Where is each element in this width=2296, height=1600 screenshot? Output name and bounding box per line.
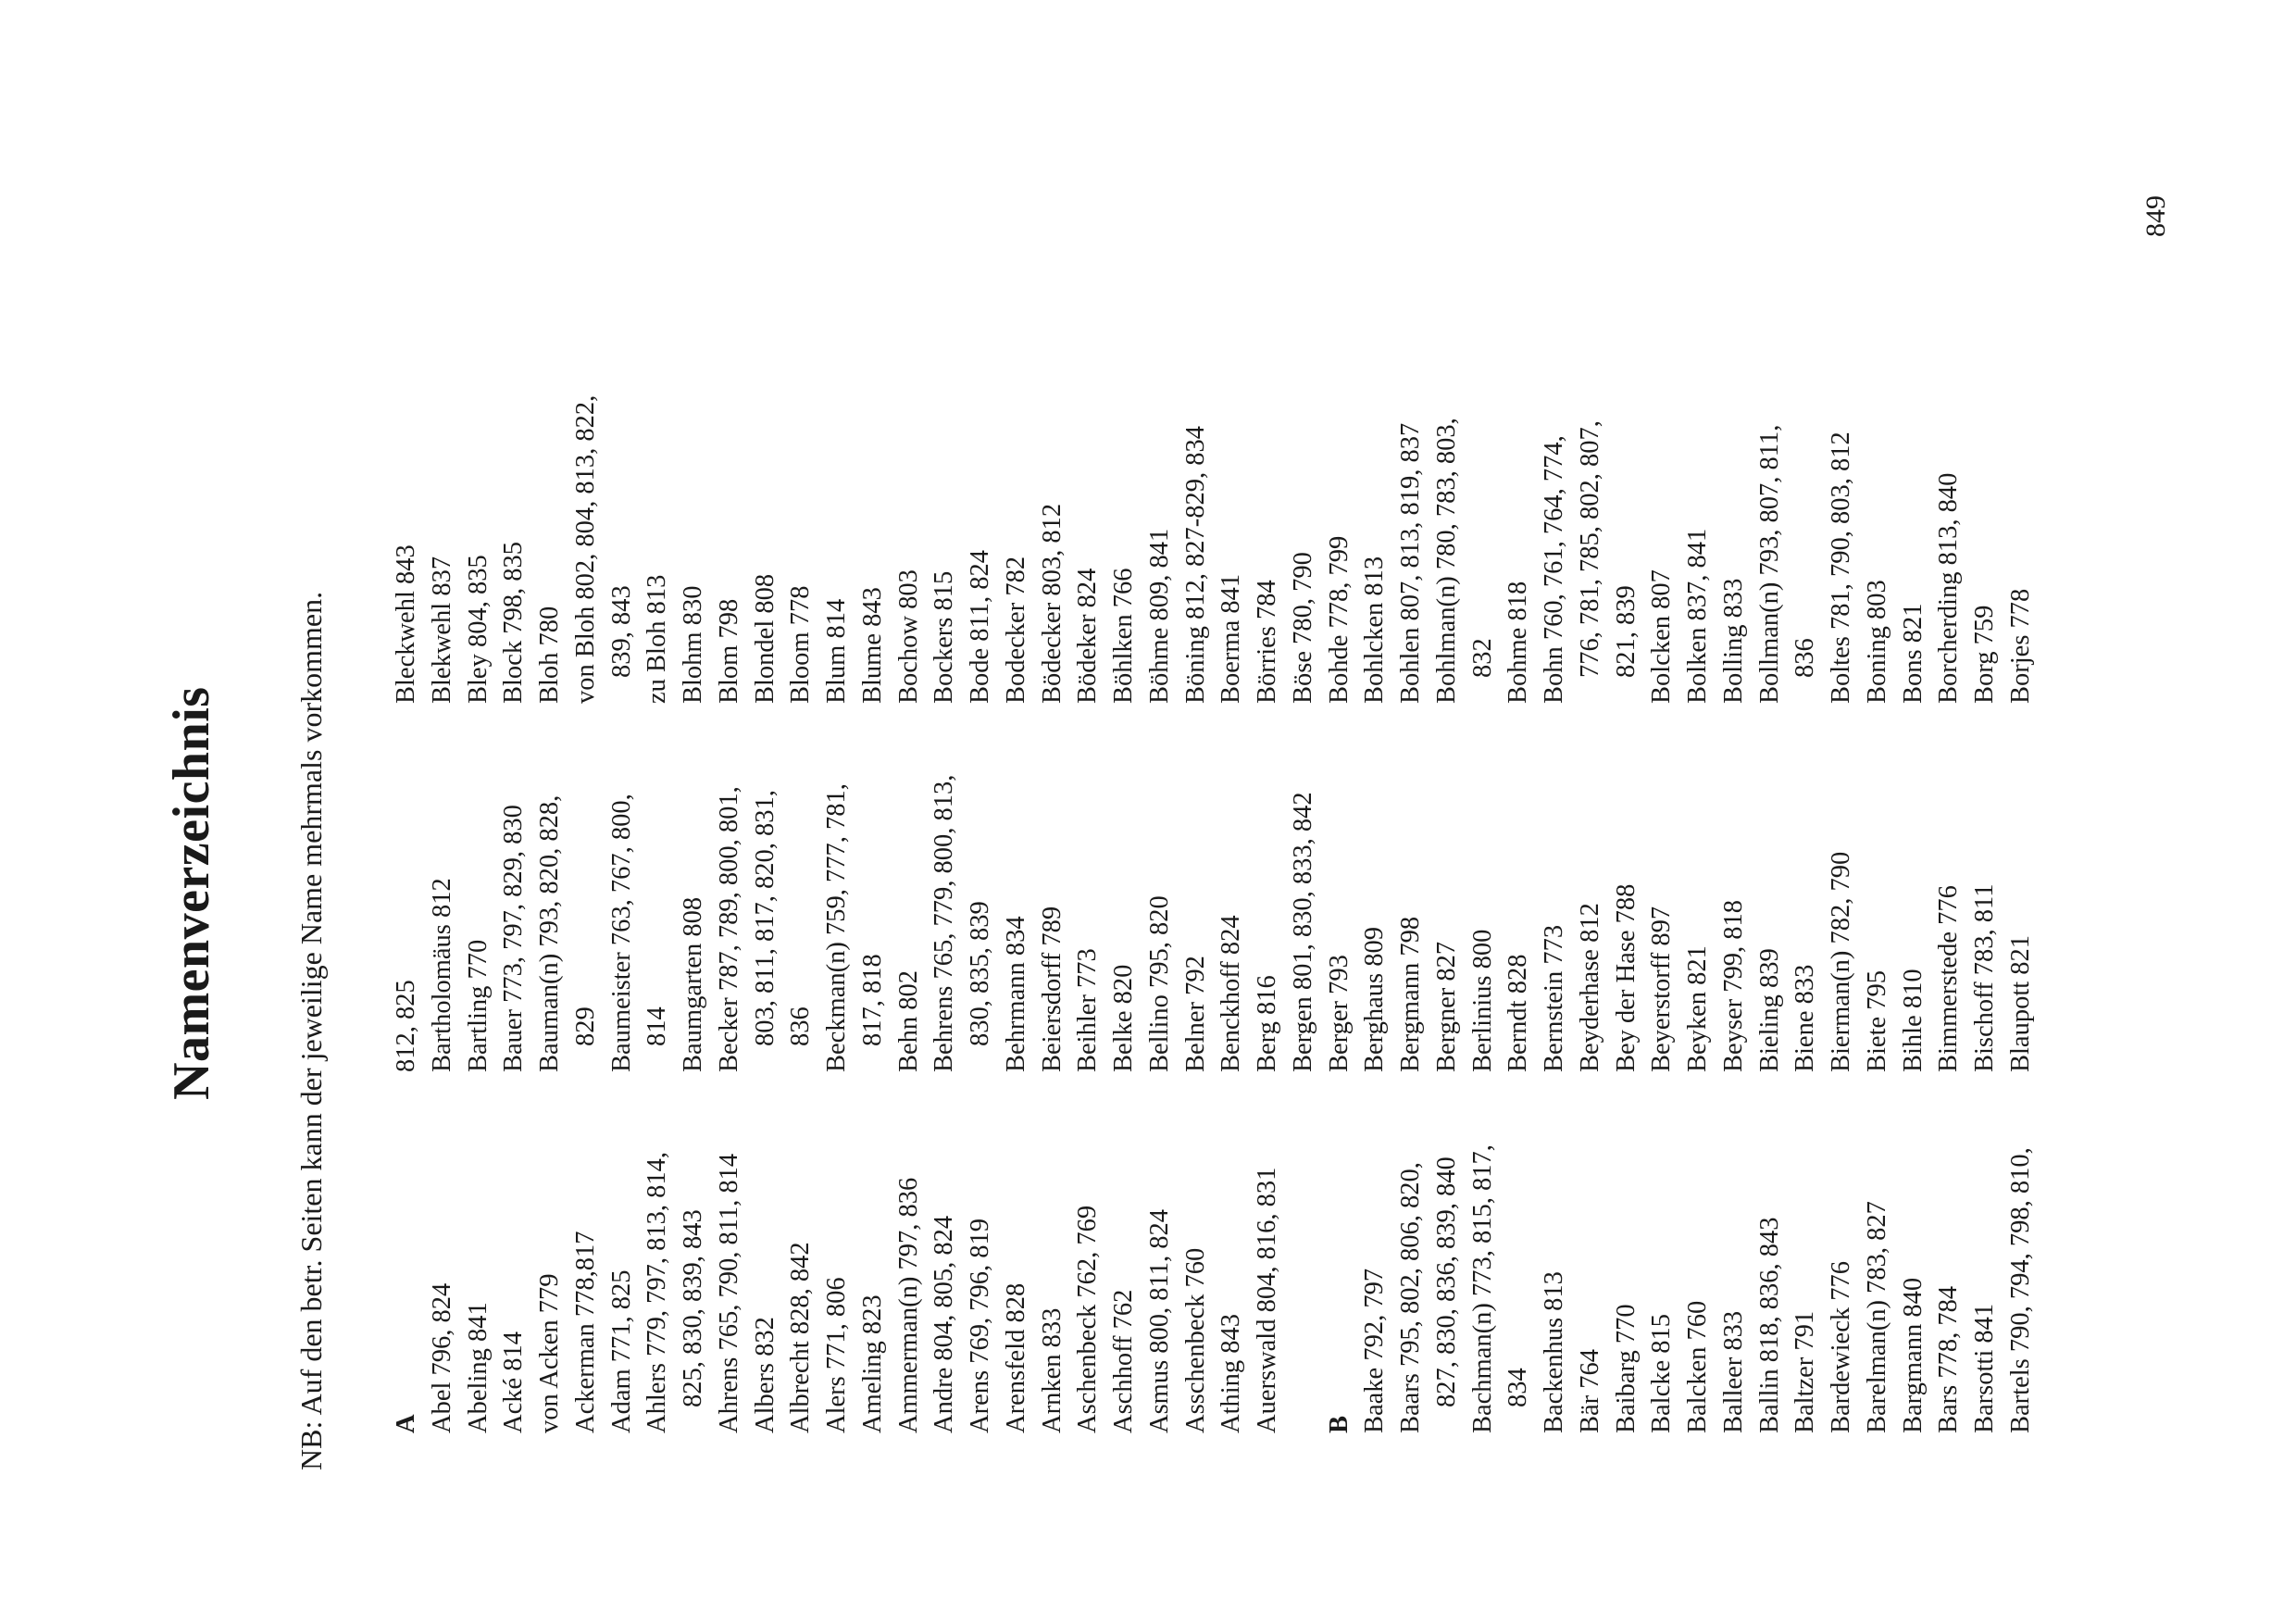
- index-entry: Beyderhase 812: [1575, 903, 1604, 1072]
- index-entry-continuation: 836: [786, 1006, 816, 1046]
- index-entry: Albrecht 828, 842: [786, 1242, 816, 1433]
- index-entry: Borg 759: [1970, 605, 1999, 704]
- index-entry: Bellino 795, 820: [1144, 895, 1174, 1072]
- index-entry: Behn 802: [893, 969, 923, 1072]
- index-entry: Ackerman 778,817: [570, 1231, 600, 1433]
- index-entry: Baake 792, 797: [1360, 1268, 1390, 1433]
- index-entry: Bachman(n) 773, 815, 817,: [1467, 1144, 1497, 1433]
- index-entry: Böning 812, 827-829, 834: [1180, 425, 1210, 704]
- index-entry-continuation: 834: [1504, 1368, 1533, 1407]
- index-entry: von Bloh 802, 804, 813, 822,: [570, 394, 600, 704]
- index-entry: Bierman(n) 782, 790: [1827, 851, 1855, 1072]
- index-entry: Albers 832: [750, 1317, 780, 1433]
- index-entry: Bär 764: [1575, 1348, 1604, 1433]
- index-entry-continuation: 839, 843: [606, 585, 636, 678]
- index-column-3: [389, 338, 2040, 704]
- page-number: 849: [2140, 195, 2171, 237]
- index-entry: Beyerstorff 897: [1647, 906, 1677, 1072]
- index-entry: Ahrens 765, 790, 811, 814: [714, 1153, 743, 1433]
- index-column-2: [389, 706, 2040, 1072]
- index-entry: Bischoff 783, 811: [1970, 883, 1999, 1072]
- index-entry: Acké 814: [499, 1331, 529, 1433]
- index-entry: Adam 771, 825: [606, 1269, 636, 1433]
- index-entry: Bargmann 840: [1898, 1277, 1928, 1433]
- index-entry: Biete 795: [1862, 969, 1891, 1072]
- index-entry: von Acken 779: [535, 1273, 564, 1433]
- index-entry: Bergmann 798: [1396, 916, 1425, 1072]
- index-column-1: [389, 1068, 2040, 1433]
- index-entry: Belke 820: [1109, 964, 1138, 1072]
- index-entry-continuation: 814: [643, 1006, 672, 1046]
- index-entry: Bloh 780: [535, 606, 564, 704]
- index-entry-continuation: 817, 818: [857, 954, 887, 1046]
- index-entry: Berger 793: [1324, 955, 1354, 1072]
- index-entry: Beiersdorff 789: [1037, 906, 1067, 1072]
- index-entry: Beyken 821: [1683, 945, 1712, 1072]
- index-entry-continuation: 776, 781, 785, 802, 807,: [1575, 420, 1604, 678]
- section-letter: A: [392, 1414, 420, 1433]
- index-entry: Böse 780, 790: [1288, 552, 1317, 704]
- index-entry: Asschenbeck 760: [1180, 1247, 1210, 1433]
- index-entry: Bieling 839: [1754, 948, 1784, 1072]
- index-entry-continuation: 830, 835, 839: [966, 901, 994, 1046]
- index-entry: Böhme 809, 841: [1144, 528, 1174, 704]
- index-entry: Aschenbeck 762, 769: [1073, 1205, 1103, 1433]
- index-entry: Bimmerstede 776: [1934, 885, 1964, 1072]
- index-entry: Bey der Hase 788: [1611, 883, 1641, 1072]
- index-entry: Baumeister 763, 767, 800,: [606, 794, 636, 1072]
- index-entry: Andre 804, 805, 824: [930, 1215, 959, 1433]
- index-entry: Asmus 800, 811, 824: [1144, 1209, 1174, 1433]
- index-entry: Bons 821: [1898, 603, 1928, 704]
- index-entry: Bauman(n) 793, 820, 828,: [535, 794, 564, 1072]
- index-entry: Baltzer 791: [1791, 1310, 1820, 1433]
- index-entry-continuation: 821, 839: [1611, 585, 1641, 678]
- index-entry: Blom 798: [714, 598, 743, 704]
- index-entry: Berg 816: [1253, 975, 1281, 1072]
- index-entry: Bohn 760, 761, 764, 774,: [1540, 435, 1568, 704]
- index-entry: Borjes 778: [2005, 588, 2035, 704]
- index-entry: Ammerman(n) 797, 836: [893, 1177, 923, 1433]
- index-entry: Bihle 810: [1898, 969, 1928, 1072]
- index-entry: Berlinius 800: [1467, 929, 1497, 1072]
- index-entry: Blume 843: [857, 587, 887, 704]
- index-entry: Bars 778, 784: [1934, 1285, 1964, 1433]
- index-entry: Börries 784: [1253, 580, 1281, 704]
- index-entry: Baars 795, 802, 806, 820,: [1396, 1162, 1425, 1433]
- index-entry: Bley 804, 835: [463, 555, 493, 704]
- index-entry: Bödecker 803, 812: [1037, 503, 1067, 704]
- index-entry: Bartels 790, 794, 798, 810,: [2005, 1147, 2035, 1433]
- index-entry: Bauer 773, 797, 829, 830: [499, 805, 529, 1072]
- index-entry: Bohde 778, 799: [1324, 535, 1354, 704]
- index-entry: Abeling 841: [463, 1302, 493, 1433]
- index-entry: Bardewieck 776: [1827, 1261, 1855, 1433]
- index-entry: Bolken 837, 841: [1683, 528, 1712, 704]
- index-entry: Block 798, 835: [499, 542, 529, 704]
- index-entry: Beckman(n) 759, 777, 781,: [822, 783, 851, 1072]
- index-entry: Barsotti 841: [1970, 1303, 1999, 1433]
- index-entry: Berndt 828: [1504, 954, 1533, 1072]
- index-entry: Becker 787, 789, 800, 801,: [714, 786, 743, 1072]
- index-entry: Bartling 770: [463, 939, 493, 1072]
- index-entry: Bodecker 782: [1001, 556, 1030, 704]
- index-entry: Bloom 778: [786, 585, 816, 704]
- index-entry: Auerswald 804, 816, 831: [1253, 1167, 1281, 1433]
- index-entry: Bergner 827: [1431, 941, 1461, 1072]
- index-entry: Berghaus 809: [1360, 926, 1390, 1072]
- index-entry: Bohlen 807, 813, 819, 837: [1396, 422, 1425, 704]
- index-entry: Bockers 815: [930, 570, 959, 704]
- index-entry: Arnken 833: [1037, 1307, 1067, 1433]
- index-entry: Bartholomäus 812: [427, 878, 456, 1072]
- index-entry: Biene 833: [1791, 964, 1820, 1072]
- index-entry: 812, 825: [392, 980, 420, 1072]
- index-entry: Bernstein 773: [1540, 924, 1568, 1072]
- page-title: Namenverzeichnis: [163, 686, 220, 1100]
- index-entry: Aschhoff 762: [1109, 1289, 1138, 1433]
- index-entry: Bödeker 824: [1073, 568, 1103, 704]
- index-entry: Bochow 803: [893, 569, 923, 704]
- index-entry-continuation: 803, 811, 817, 820, 831,: [750, 790, 780, 1046]
- index-entry: Alers 771, 806: [822, 1277, 851, 1433]
- index-entry-continuation: 829: [570, 1006, 600, 1046]
- index-entry-continuation: 825, 830, 839, 843: [679, 1209, 707, 1407]
- index-entry-continuation: 832: [1467, 638, 1497, 678]
- index-entry: Boerma 841: [1217, 573, 1246, 704]
- index-entry: Balleer 833: [1718, 1310, 1748, 1433]
- section-spacer: [1286, 1068, 1322, 1433]
- index-entry: Belner 792: [1180, 956, 1210, 1072]
- index-entry: Bergen 801, 830, 833, 842: [1288, 792, 1317, 1072]
- index-entry: Backenhus 813: [1540, 1271, 1568, 1433]
- section-letter: B: [1324, 1415, 1354, 1433]
- index-entry: Baumgarten 808: [679, 896, 707, 1072]
- index-entry: Bohlcken 813: [1360, 556, 1390, 704]
- index-entry: Ahlers 779, 797, 813, 814,: [643, 1152, 672, 1433]
- index-note: NB: Auf den betr. Seiten kann der jeweilige Name mehrmals vorkommen.: [294, 591, 328, 1470]
- index-entry: Arens 769, 796, 819: [966, 1219, 994, 1433]
- index-entry: Baibarg 770: [1611, 1304, 1641, 1433]
- index-entry: Boning 803: [1862, 580, 1891, 704]
- index-entry: Bode 811, 824: [966, 550, 994, 704]
- index-entry-continuation: 827, 830, 836, 839, 840: [1431, 1156, 1461, 1407]
- index-entry: Abel 796, 824: [427, 1282, 456, 1433]
- index-entry: Athing 843: [1217, 1313, 1246, 1433]
- index-entry: Balcke 815: [1647, 1313, 1677, 1433]
- index-entry: Bleckwehl 843: [392, 544, 420, 704]
- index-entry-continuation: 836: [1791, 638, 1820, 678]
- index-entry: Behrmann 834: [1001, 916, 1030, 1072]
- index-entry: Ameling 823: [857, 1294, 887, 1433]
- index-entry: Bohme 818: [1504, 581, 1533, 704]
- index-entry: zu Bloh 813: [643, 574, 672, 704]
- index-entry: Behrens 765, 779, 800, 813,: [930, 774, 959, 1072]
- index-entry: Blum 814: [822, 598, 851, 704]
- index-entry: Bollman(n) 793, 807, 811,: [1754, 424, 1784, 704]
- index-entry: Blondel 808: [750, 573, 780, 704]
- index-entry: Ballin 818, 836, 843: [1754, 1217, 1784, 1433]
- index-entry: Beyser 799, 818: [1718, 899, 1748, 1072]
- index-entry: Balcken 760: [1683, 1300, 1712, 1433]
- index-entry: Blekwehl 837: [427, 556, 456, 704]
- index-entry: Blohm 830: [679, 585, 707, 704]
- index-entry: Beihler 773: [1073, 948, 1103, 1072]
- index-entry: Böhlken 766: [1109, 568, 1138, 704]
- index-entry: Borcherding 813, 840: [1934, 472, 1964, 704]
- index-entry: Bohlman(n) 780, 783, 803,: [1431, 418, 1461, 704]
- index-entry: Barelman(n) 783, 827: [1862, 1201, 1891, 1433]
- index-entry: Blaupott 821: [2005, 934, 2035, 1072]
- index-entry: Boltes 781, 790, 803, 812: [1827, 431, 1855, 704]
- index-entry: Bolling 833: [1718, 578, 1748, 704]
- index-entry: Arensfeld 828: [1001, 1282, 1030, 1433]
- index-entry: Benckhoff 824: [1217, 915, 1246, 1072]
- index-entry: Bolcken 807: [1647, 569, 1677, 704]
